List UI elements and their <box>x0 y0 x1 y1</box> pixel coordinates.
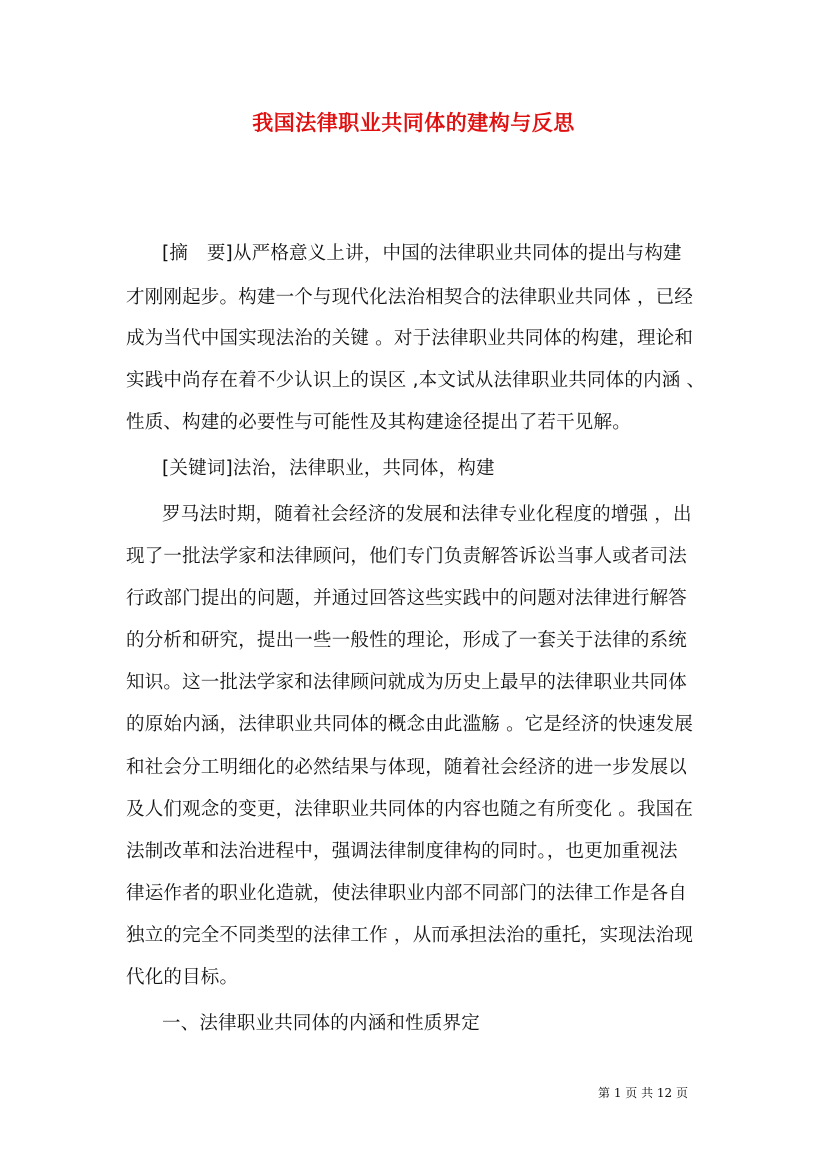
body-line: 现了一批法学家和法律顾问，他们专门负责解答诉讼当事人或者司法 <box>126 546 688 567</box>
section-heading: 一、法律职业共同体的内涵和性质界定 <box>162 1013 480 1034</box>
body-line: 及人们观念的变更，法律职业共同体的内容也随之有所变化 。我国在 <box>126 799 694 820</box>
body-line: 独立的完全不同类型的法律工作 ，从而承担法治的重托，实现法治现 <box>126 925 694 946</box>
body-line: 代化的目标。 <box>126 967 239 988</box>
abstract-line: 才刚刚起步。构建一个与现代化法治相契合的法律职业共同体 ，已经 <box>126 287 694 308</box>
abstract-line: 实践中尚存在着不少认识上的误区 ,本文试从法律职业共同体的内涵 、 <box>126 370 706 391</box>
keywords-line: [关键词]法治，法律职业，共同体，构建 <box>162 458 495 479</box>
body-line: 法制改革和法治进程中，强调法律制度律构的同时。，也更加重视法 <box>126 841 678 862</box>
body-line: 知识。这一批法学家和法律顾问就成为历史上最早的法律职业共同体 <box>126 672 688 693</box>
abstract-line: 成为当代中国实现法治的关键 。对于法律职业共同体的构建，理论和 <box>126 328 694 349</box>
body-line: 行政部门提出的问题，并通过回答这些实践中的问题对法律进行解答 <box>126 588 688 609</box>
page-footer: 第 1 页 共 12 页 <box>598 1086 688 1100</box>
body-line: 罗马法时期，随着社会经济的发展和法律专业化程度的增强 ，出 <box>162 504 692 525</box>
document-title: 我国法律职业共同体的建构与反思 <box>252 110 575 135</box>
abstract-line: [摘 要]从严格意义上讲，中国的法律职业共同体的提出与构建 <box>162 243 682 264</box>
body-line: 和社会分工明细化的必然结果与体现，随着社会经济的进一步发展以 <box>126 757 688 778</box>
body-line: 律运作者的职业化造就，使法律职业内部不同部门的法律工作是各自 <box>126 883 688 904</box>
abstract-line: 性质、构建的必要性与可能性及其构建途径提出了若干见解。 <box>126 412 631 433</box>
body-line: 的分析和研究，提出一些一般性的理论，形成了一套关于法律的系统 <box>126 630 688 651</box>
body-line: 的原始内涵，法律职业共同体的概念由此滥觞 。它是经济的快速发展 <box>126 714 694 735</box>
